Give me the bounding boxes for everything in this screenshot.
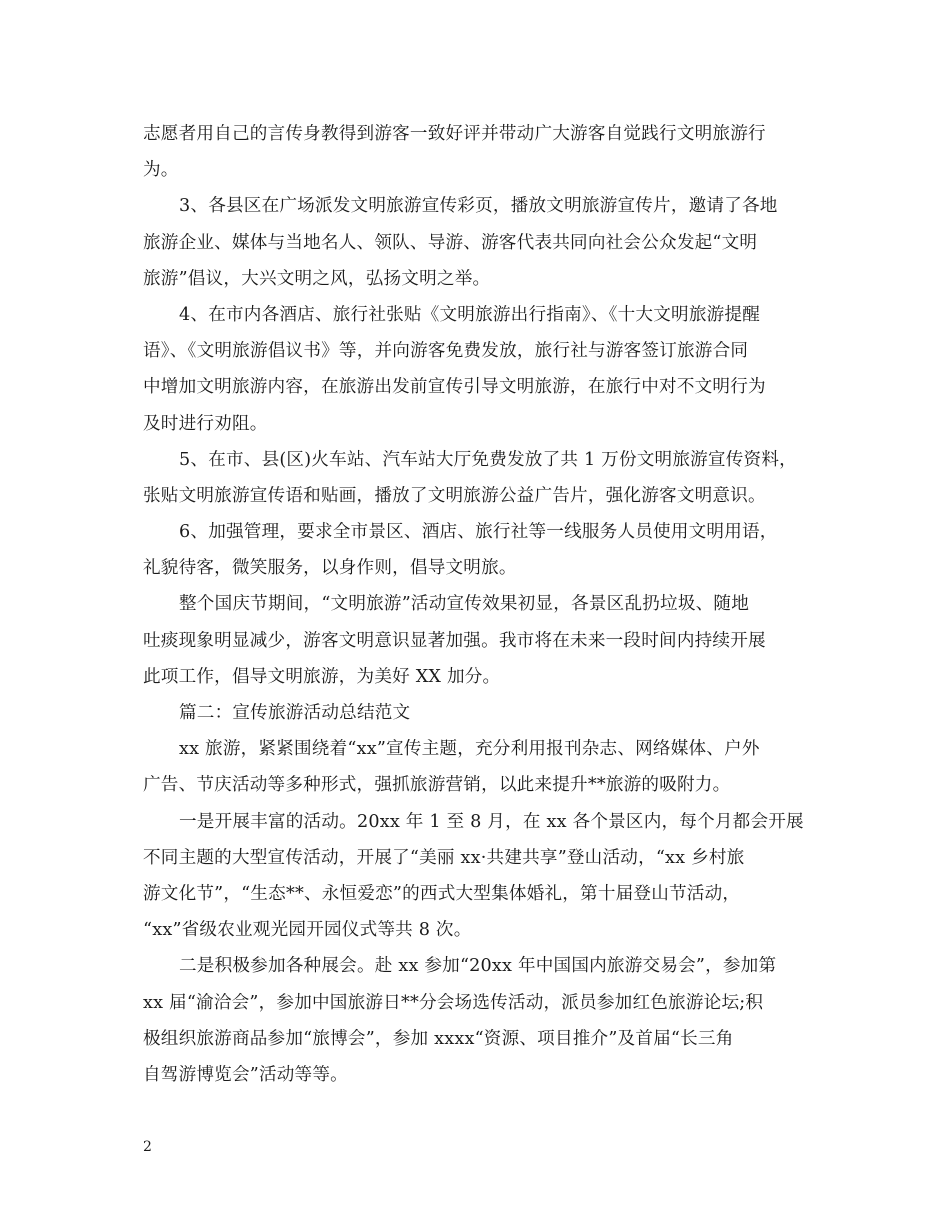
text-line: 篇二：宣传旅游活动总结范文 xyxy=(179,703,411,723)
text-line: 吐痰现象明显减少，游客文明意识显著加强。我市将在未来一段时间内持续开展 xyxy=(143,630,766,651)
text-line: 游文化节”，“生态**、永恒爱恋”的西式大型集体婚礼，第十届登山节活动， xyxy=(143,883,741,904)
text-line: 一是开展丰富的活动。20xx 年 1 至 8 月，在 xx 各个景区内，每个月都会开展 xyxy=(179,811,804,832)
text-line: xx 旅游，紧紧围绕着“xx”宣传主题，充分利用报刊杂志、网络媒体、户外 xyxy=(179,739,760,760)
text-line: 广告、节庆活动等多种形式，强抓旅游营销，以此来提升**旅游的吸附力。 xyxy=(143,775,731,796)
text-line: 旅游企业、媒体与当地名人、领队、导游、游客代表共同向社会公众发起“文明 xyxy=(143,232,758,253)
text-line: 语》、《文明旅游倡议书》等，并向游客免费发放，旅行社与游客签订旅游合同 xyxy=(143,341,749,362)
text-line: 为。 xyxy=(143,160,179,181)
text-line: 及时进行劝阻。 xyxy=(143,413,268,434)
text-line: 旅游”倡议，大兴文明之风，弘扬文明之举。 xyxy=(143,268,491,289)
text-line: xx 届“渝洽会”，参加中国旅游日**分会场选传活动，派员参加红色旅游论坛;积 xyxy=(143,992,764,1013)
text-line: 极组织旅游商品参加“旅博会”，参加 xxxx“资源、项目推介”及首届“长三角 xyxy=(143,1028,734,1049)
text-line: 张贴文明旅游宣传语和贴画，播放了文明旅游公益广告片，强化游客文明意识。 xyxy=(143,485,766,506)
text-line: “xx”省级农业观光园开园仪式等共 8 次。 xyxy=(143,920,472,941)
document-body xyxy=(143,116,813,1093)
text-line: 整个国庆节期间，“文明旅游”活动宣传效果初显，各景区乱扔垃圾、随地 xyxy=(179,594,749,615)
text-line: 此项工作，倡导文明旅游，为美好 XX 加分。 xyxy=(143,666,501,687)
text-line: 3、各县区在广场派发文明旅游宣传彩页，播放文明旅游宣传片，邀请了各地 xyxy=(179,196,778,217)
page-number: 2 xyxy=(143,1139,152,1155)
text-line: 礼貌待客，微笑服务，以身作则，倡导文明旅。 xyxy=(143,558,517,579)
text-line: 6、加强管理，要求全市景区、酒店、旅行社等一线服务人员使用文明用语， xyxy=(179,522,778,543)
text-line: 4、在市内各酒店、旅行社张贴《文明旅游出行指南》、《十大文明旅游提醒 xyxy=(179,304,760,325)
text-line: 中增加文明旅游内容，在旅游出发前宣传引导文明旅游，在旅行中对不文明行为 xyxy=(143,377,766,398)
text-line: 二是积极参加各种展会。赴 xx 参加“20xx 年中国国内旅游交易会”，参加第 xyxy=(179,956,777,977)
text-line: 志愿者用自己的言传身教得到游客一致好评并带动广大游客自觉践行文明旅游行 xyxy=(143,124,766,144)
text-line: 5、在市、县(区)火车站、汽车站大厅免费发放了共 1 万份文明旅游宣传资料， xyxy=(179,449,797,470)
text-line: 不同主题的大型宣传活动，开展了“美丽 xx·共建共享”登山活动，“xx 乡村旅 xyxy=(143,847,745,868)
text-line: 自驾游博览会”活动等等。 xyxy=(143,1064,348,1085)
